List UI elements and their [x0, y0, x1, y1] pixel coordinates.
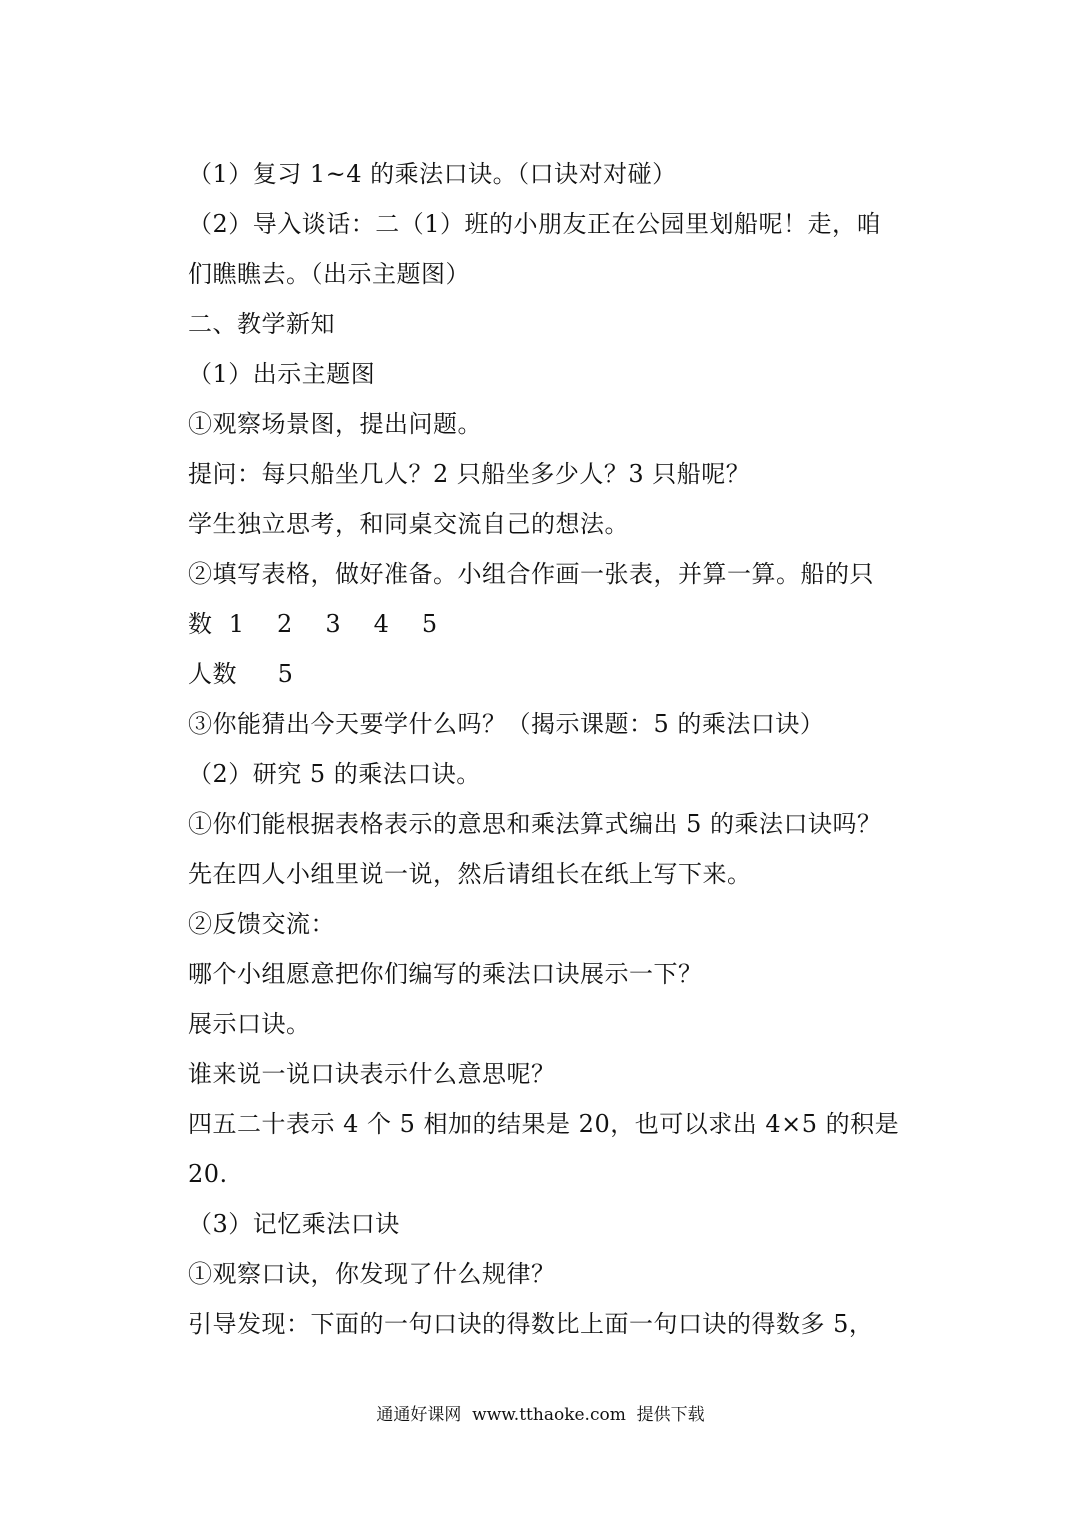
- document-body: [188, 152, 898, 1352]
- text-line: ①观察口诀，你发现了什么规律？: [188, 1260, 556, 1288]
- text-line: ①观察场景图，提出问题。: [188, 410, 482, 438]
- text-line: 谁来说一说口诀表示什么意思呢？: [188, 1060, 556, 1088]
- text-line: 们瞧瞧去。（出示主题图）: [188, 260, 470, 288]
- text-line: （2）研究 5 的乘法口诀。: [188, 760, 481, 788]
- text-line: （1）复习 1~4 的乘法口诀。（口诀对对碰）: [188, 160, 677, 188]
- text-line: （2）导入谈话：二（1）班的小朋友正在公园里划船呢！走，咱: [188, 210, 882, 238]
- text-line: ②填写表格，做好准备。小组合作画一张表，并算一算。船的只: [188, 560, 874, 588]
- text-line: 学生独立思考，和同桌交流自己的想法。: [188, 510, 629, 538]
- text-line: 引导发现：下面的一句口诀的得数比上面一句口诀的得数多 5，: [188, 1310, 874, 1338]
- text-line: ②反馈交流：: [188, 910, 335, 938]
- table-row-boats: 数 1 2 3 4 5: [188, 610, 438, 638]
- text-line: 20.: [188, 1160, 228, 1188]
- text-line: 提问：每只船坐几人？2 只船坐多少人？3 只船呢？: [188, 460, 751, 488]
- text-line: （1）出示主题图: [188, 360, 376, 388]
- text-line: （3）记忆乘法口诀: [188, 1210, 400, 1238]
- text-line: 四五二十表示 4 个 5 相加的结果是 20，也可以求出 4×5 的积是: [188, 1110, 900, 1138]
- table-row-people: 人数 5: [188, 660, 294, 688]
- section-heading: 二、教学新知: [188, 310, 335, 338]
- page-footer: 通通好课网 www.tthaoke.com 提供下载: [376, 1405, 705, 1425]
- text-line: 先在四人小组里说一说，然后请组长在纸上写下来。: [188, 860, 752, 888]
- text-line: ①你们能根据表格表示的意思和乘法算式编出 5 的乘法口诀吗？: [188, 810, 882, 838]
- text-line: 展示口诀。: [188, 1010, 311, 1038]
- text-line: ③你能猜出今天要学什么吗？（揭示课题：5 的乘法口诀）: [188, 710, 825, 738]
- text-line: 哪个小组愿意把你们编写的乘法口诀展示一下？: [188, 960, 703, 988]
